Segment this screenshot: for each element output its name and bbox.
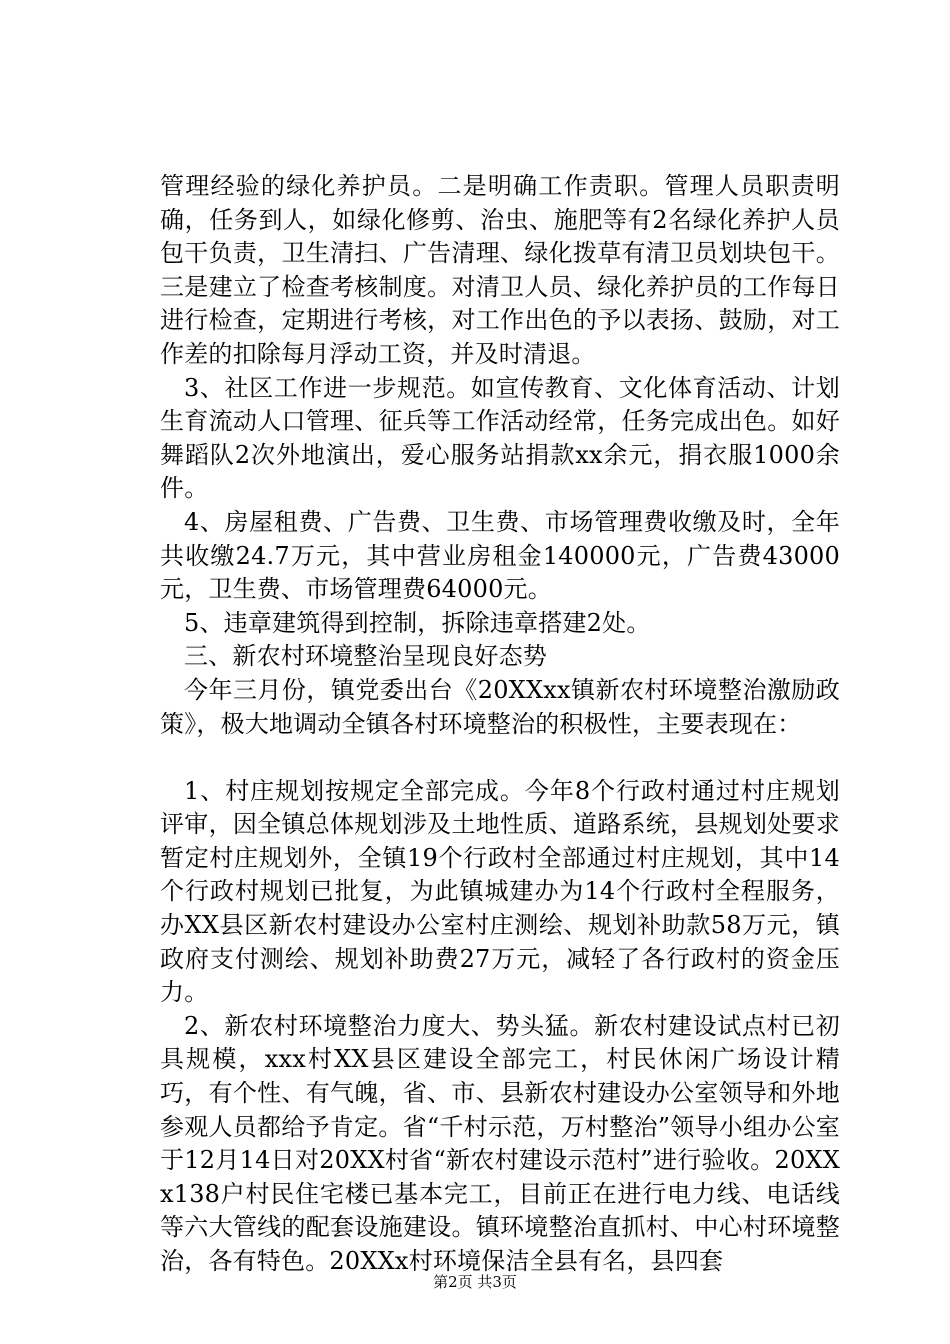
paragraph-illegal-construction: 5、违章建筑得到控制，拆除违章搭建2处。 — [184, 608, 651, 637]
blank-line — [160, 741, 840, 775]
paragraph-community-work: 3、社区工作进一步规范。如宣传教育、文化体育活动、计划生育流动人口管理、征兵等工作活动经常，任务完成出色。如好舞蹈队2次外地演出，爱心服务站捐款xx余元，捐衣服1000余件。 — [160, 373, 840, 503]
paragraph-incentive-policy: 今年三月份，镇党委出台《20XXxx镇新农村环境整治激励政策》，极大地调动全镇各村环境整治的积极性，主要表现在： — [160, 675, 840, 738]
section-heading-rural-environment: 三、新农村环境整治呈现良好态势 — [184, 642, 547, 671]
paragraph-greening-management: 管理经验的绿化养护员。二是明确工作责职。管理人员职责明确，任务到人，如绿化修剪、治虫、施肥等有2名绿化养护人员包干负责，卫生清扫、广告清理、绿化拨草有清卫员划块包干。三是建立了检查考核制度。对清卫人员、绿化养护员的工作每日进行检查，定期进行考核，对工作出色的予以表扬、鼓励，对工作差的扣除每月浮动工资，并及时清退。 — [160, 172, 840, 368]
page-number-footer: 第2页 共3页 — [433, 1273, 517, 1291]
paragraph-village-planning: 1、村庄规划按规定全部完成。今年8个行政村通过村庄规划评审，因全镇总体规划涉及土地性质、道路系统，县规划处要求暂定村庄规划外，全镇19个行政村全部通过村庄规划，其中14个行政村规划已批复，为此镇城建办为14个行政村全程服务，办XX县区新农村建设办公室村庄测绘、规划补助款58万元，镇政府支付测绘、规划补助费27万元，减轻了各行政村的资金压力。 — [160, 776, 840, 1007]
paragraph-environment-rectification: 2、新农村环境整治力度大、势头猛。新农村建设试点村已初具规模，xxx村XX县区建设全部完工，村民休闲广场设计精巧，有个性、有气魄，省、市、县新农村建设办公室领导和外地参观人员都给予肯定。省“千村示范，万村整治”领导小组办公室于12月14日对20XX村省“新农村建设示范村”进行验收。20XXx138户村民住宅楼已基本完工，目前正在进行电力线、电话线等六大管线的配套设施建设。镇环境整治直抓村、中心村环境整治，各有特色。20XXx村环境保洁全县有名，县四套 — [160, 1011, 840, 1275]
document-body — [160, 170, 840, 1279]
paragraph-fee-collection: 4、房屋租费、广告费、卫生费、市场管理费收缴及时，全年共收缴24.7万元，其中营业房租金140000元，广告费43000元，卫生费、市场管理费64000元。 — [160, 507, 840, 604]
